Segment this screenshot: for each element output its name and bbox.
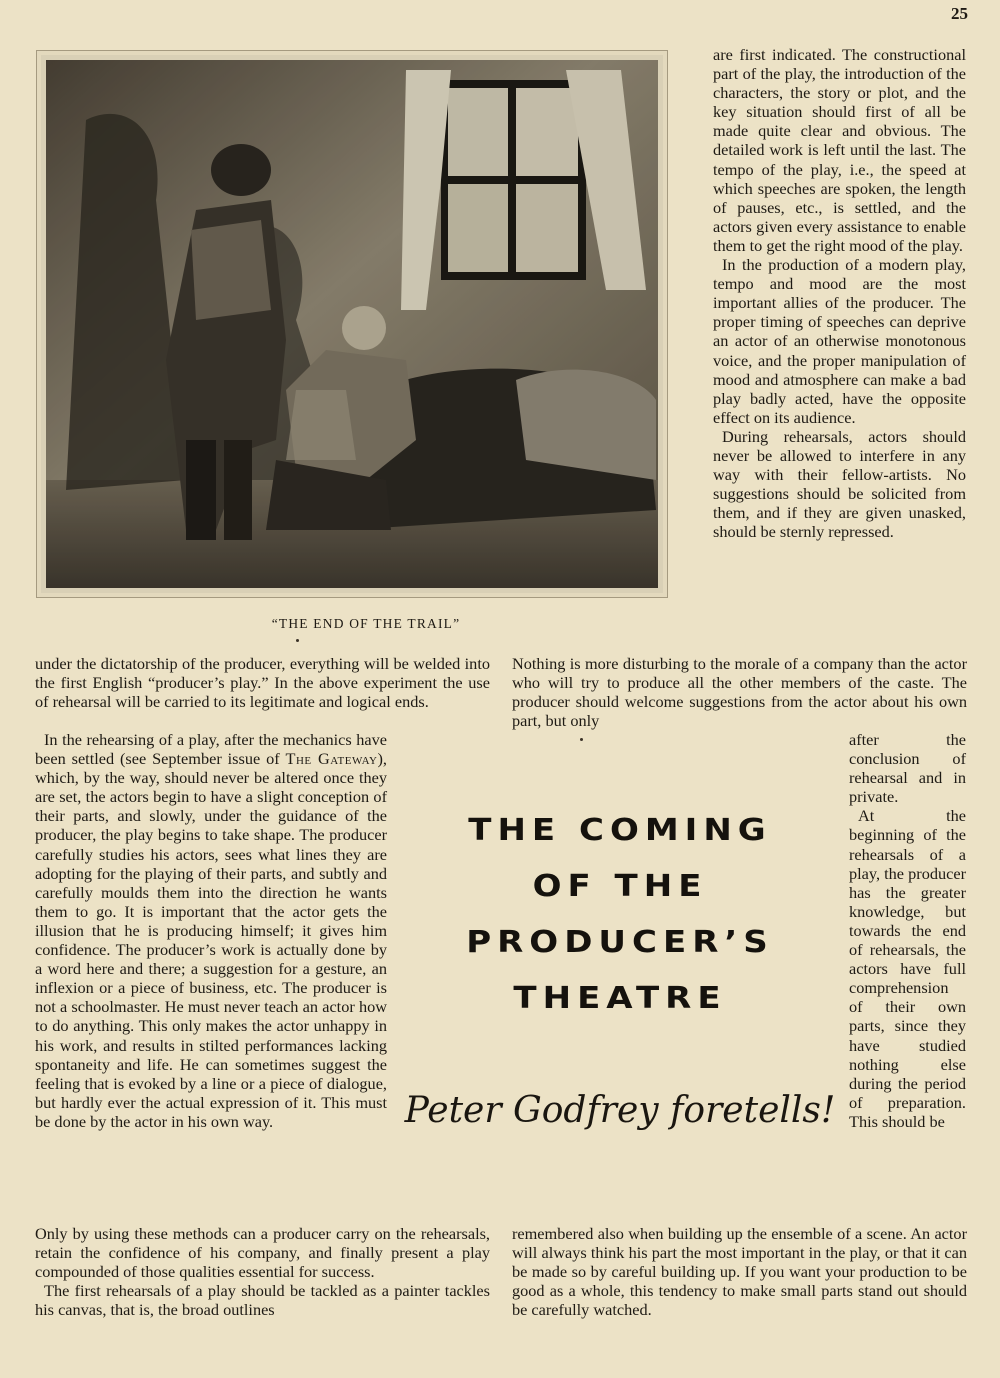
paragraph: under the dictatorship of the producer, everything will be welded into the first English “producer’s play.” In the above experiment the use of rehearsal will be carried to its legitimate and logical ends. [35, 654, 490, 712]
paragraph: At the beginning of the rehearsals of a play, the producer has the greater knowledge, but towards the end of rehearsals, the actors have full comprehension of their own parts, since they have studied nothing else during the period of preparation. This should be [849, 806, 966, 1131]
headline-line: THE COMING [468, 812, 772, 848]
headline-line: THEATRE [513, 980, 727, 1016]
photo-caption: “THE END OF THE TRAIL” [271, 616, 461, 631]
article-headline [420, 802, 820, 1026]
stage-scene-photo-icon [46, 60, 658, 588]
author-byline: Peter Godfrey foretells! [404, 1090, 836, 1131]
paragraph: Only by using these methods can a producer carry on the rehearsals, retain the confidence of his company, and finally present a play compounded of those qualities essential for success. [35, 1224, 490, 1282]
paragraph-text: In the rehearsing of a play, after the mechanics have been settled (see September issue of [35, 730, 387, 769]
paragraph: Nothing is more disturbing to the morale of a company than the actor who will try to produce all the other members of the caste. The producer should welcome suggestions from the actor about his own part, but only [512, 654, 967, 731]
paragraph: after the conclusion of rehearsal and in private. [849, 730, 966, 807]
paragraph: During rehearsals, actors should never be allowed to interfere in any way with their fellow-artists. No suggestions should be solicited from them, and if they are given unasked, should be sternly repressed. [713, 426, 966, 542]
headline-line: PRODUCER’S [466, 924, 774, 960]
paragraph [35, 730, 387, 1131]
paragraph: are first indicated. The constructional part of the play, the introduction of the characters, the story or plot, and the key situation should first of all be made quite clear and obvious. The detailed work is left until the last. The tempo of the play, i.e., the speed at which speeches are spoken, the length of pauses, etc., is settled, and the actors given every assistance to enable them to get the right mood of the play. [713, 45, 966, 255]
ink-dot [296, 639, 299, 642]
stage-photograph [36, 50, 668, 598]
bottom-text-band [35, 1224, 967, 1319]
paragraph: In the production of a modern play, tempo and mood are the most important allies of the producer. The proper timing of speeches can deprive an actor of an otherwise monotonous voice, and the proper manipulation of mood and atmosphere can make a bad play badly acted, have the opposite effect on its audience. [713, 255, 966, 427]
paragraph: remembered also when building up the ensemble of a scene. An actor will always think his part the most important in the play, or that it can be made so by careful building up. If you want your production to be good as a whole, this tendency to make small parts stand out should be carefully watched. [512, 1224, 967, 1320]
right-column-top [713, 45, 966, 541]
ink-dot [580, 738, 583, 741]
headline-line: OF THE [532, 868, 708, 904]
spanning-text-band [35, 654, 967, 730]
paragraph: The first rehearsals of a play should be tackled as a painter tackles his canvas, that is, the broad outlines [35, 1281, 490, 1320]
left-column [35, 730, 387, 1131]
right-column [849, 730, 966, 1131]
paragraph-text: ), which, by the way, should never be altered once they are set, the actors begin to have a slight conception of their parts, and slowly, under the guidance of the producer, the play begins to take shape. The producer carefully studies his actors, sees what lines they are adopting for the playing of their parts, and subtly and carefully moulds them into the direction he wants them to go. It is important that the actor gets the illusion that he is producing himself; it gives him confidence. The producer’s work is actually done by a word here and there; a suggestion for a gesture, an inflexion or a piece of business, etc. The producer is not a schoolmaster. He must never teach an actor how to do anything. This only makes the actor unhappy in his work, and results in stilted performances lacking spontaneity and life. He can sometimes suggest the feeling that is evoked by a line or a piece of dialogue, but hardly ever the actual expression of it. This must be done by the actor in his own way. [35, 749, 387, 1131]
magazine-title: The Gateway [285, 749, 378, 769]
page-number: 25 [951, 4, 968, 23]
